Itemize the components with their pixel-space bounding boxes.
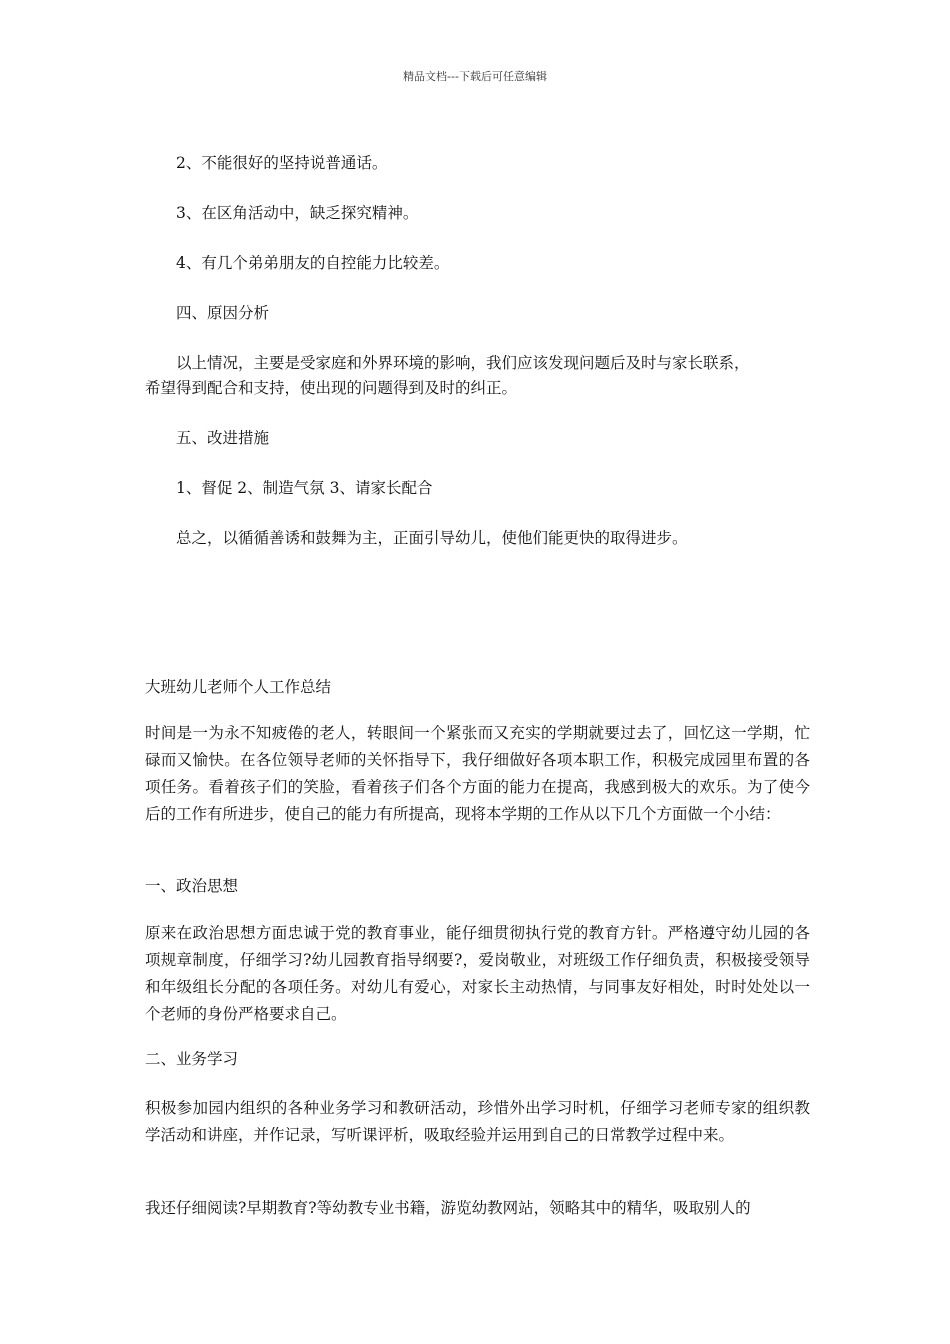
intro-paragraph: 时间是一为永不知疲倦的老人，转眼间一个紧张而又充实的学期就要过去了，回忆这一学期，忙碌而又愉快。在各位领导老师的关怀指导下，我仔细做好各项本职工作，积极完成园里布置的各项任务。看着孩子们的笑脸，看着孩子们各个方面的能力在提高，我感到极大的欢乐。为了使今后的工作有所进步，使自己的能力有所提高，现将本学期的工作从以下几个方面做一个小结： (145, 724, 810, 823)
list-item-3: 3、在区角活动中，缺乏探究精神。 (176, 204, 419, 222)
improvement-items: 1、督促 2、制造气氛 3、请家长配合 (176, 479, 433, 497)
section-heading-political: 一、政治思想 (145, 877, 239, 895)
list-item-2: 2、不能很好的坚持说普通话。 (176, 154, 388, 172)
political-paragraph: 原来在政治思想方面忠诚于党的教育事业，能仔细贯彻执行党的教育方针。严格遵守幼儿园的各项规章制度，仔细学习?幼儿园教育指导纲要?，爱岗敬业，对班级工作仔细负责，积极接受领导和年级组长分配的各项任务。对幼儿有爱心，对家长主动热情，与同事友好相处，时时处处以一个老师的身份严格要求自己。 (145, 924, 810, 1023)
study-paragraph-2: 我还仔细阅读?早期教育?等幼教专业书籍，游览幼教网站，领略其中的精华，吸取别人的 (145, 1199, 751, 1217)
page-header: 精品文档---下载后可任意编辑 (403, 70, 547, 83)
section-heading-study: 二、业务学习 (145, 1050, 239, 1068)
conclusion-paragraph: 总之，以循循善诱和鼓舞为主，正面引导幼儿，使他们能更快的取得进步。 (176, 529, 688, 547)
paragraph-cause-line-1: 以上情况，主要是受家庭和外界环境的影响，我们应该发现问题后及时与家长联系， (176, 354, 750, 372)
section-heading-cause-analysis: 四、原因分析 (176, 304, 270, 322)
paragraph-cause-line-2: 希望得到配合和支持，使出现的问题得到及时的纠正。 (145, 379, 518, 397)
study-paragraph: 积极参加园内组织的各种业务学习和教研活动，珍惜外出学习时机，仔细学习老师专家的组织教学活动和讲座，并作记录，写听课评析，吸取经验并运用到自己的日常教学过程中来。 (145, 1099, 810, 1144)
section-heading-improvement: 五、改进措施 (176, 429, 270, 447)
list-item-4: 4、有几个弟弟朋友的自控能力比较差。 (176, 254, 450, 272)
document-title: 大班幼儿老师个人工作总结 (145, 678, 332, 696)
